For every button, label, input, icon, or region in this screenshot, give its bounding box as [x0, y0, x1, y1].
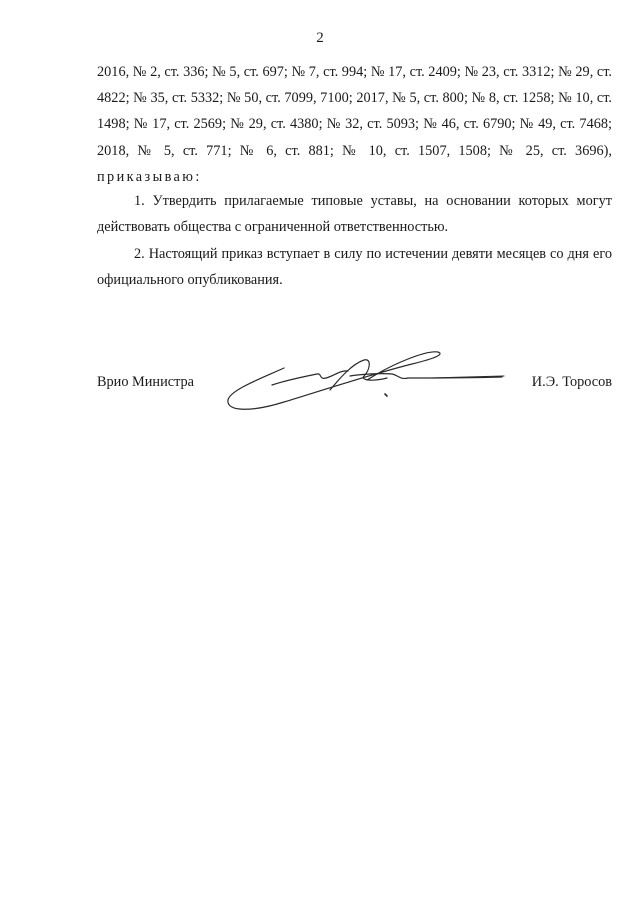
- page-number: 2: [316, 30, 324, 46]
- signer-position: Врио Министра: [97, 374, 194, 390]
- signer-name: И.Э. Торосов: [531, 374, 612, 390]
- legal-references-text: 2016, № 2, ст. 336; № 5, ст. 697; № 7, ст. 994; № 17, ст. 2409; № 23, ст. 3312; № 29, ст. 4822; № 35, ст. 5332; № 50, ст. 7099, 7100; 2017, № 5, ст. 800; № 8, ст. 1258; № 10, ст. 1498; № 17, ст. 2569; № 29, ст. 4380; № 32, ст. 5093; № 46, ст. 6790; № 49, ст. 7468; 2018, № 5, ст. 771; № 6, ст. 881; № 10, ст. 1507, 1508; № 25, ст. 3696),: [97, 64, 612, 159]
- order-item-2: 2. Настоящий приказ вступает в силу по истечении девяти месяцев со дня его официального опубликования.: [97, 246, 612, 289]
- handwritten-signature: [222, 340, 512, 420]
- order-item-1: 1. Утвердить прилагаемые типовые уставы, на основании которых могут действовать общества с ограниченной ответственностью.: [97, 193, 612, 236]
- intro-paragraph: [97, 59, 612, 190]
- order-word: приказываю:: [97, 168, 202, 185]
